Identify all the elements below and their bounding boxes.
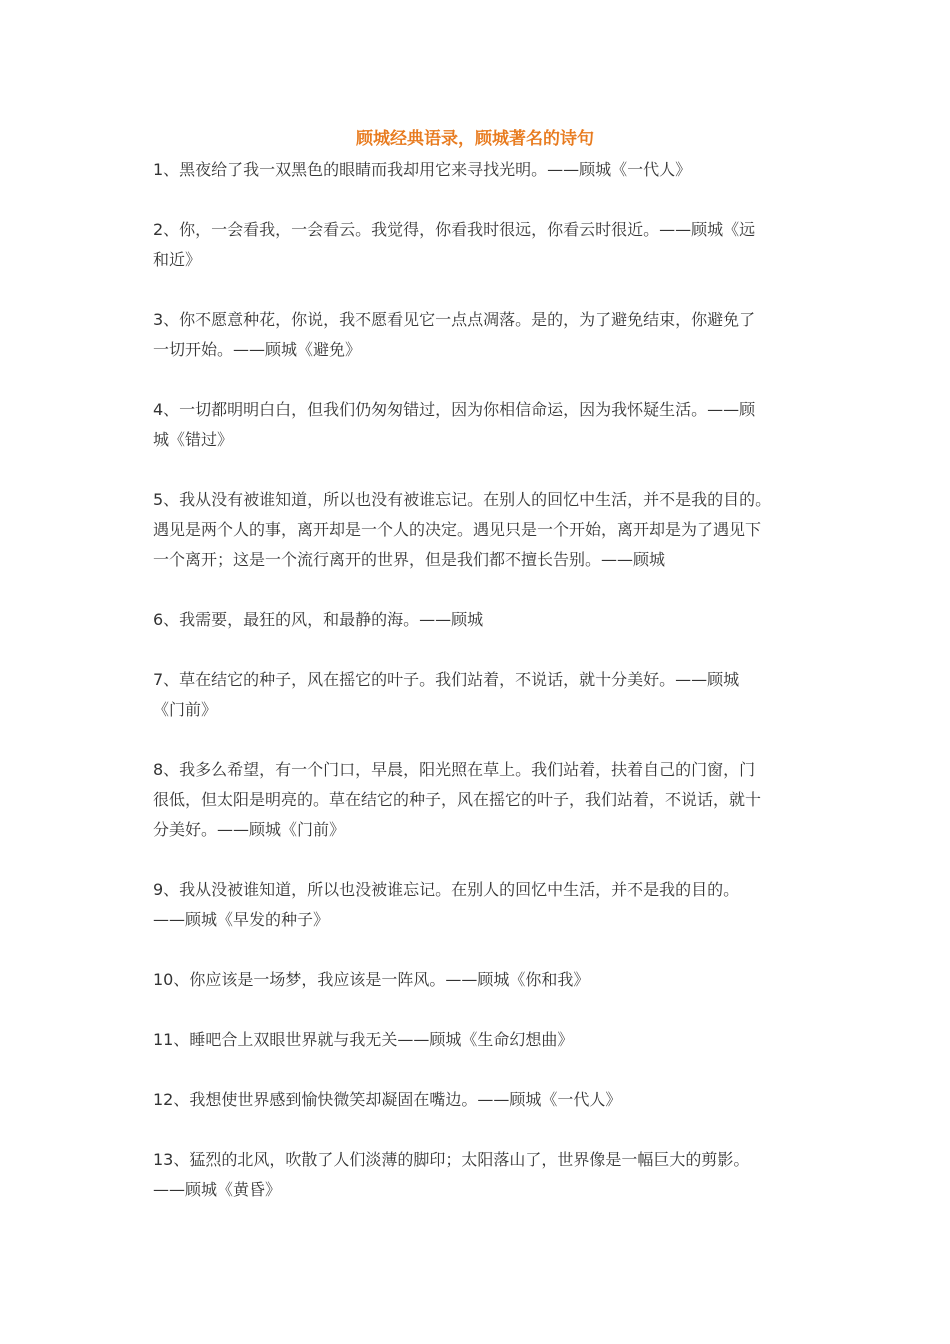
quote-item: 6、我需要，最狂的风，和最静的海。——顾城 xyxy=(153,610,484,629)
page-title: 顾城经典语录，顾城著名的诗句 xyxy=(356,129,594,149)
quote-item: 7、草在结它的种子，风在摇它的叶子。我们站着，不说话，就十分美好。——顾城 《门前》 xyxy=(153,670,740,719)
quote-item: 1、黑夜给了我一双黑色的眼睛而我却用它来寻找光明。——顾城《一代人》 xyxy=(153,160,692,179)
quote-item: 13、猛烈的北风，吹散了人们淡薄的脚印；太阳落山了，世界像是一幅巨大的剪影。 ——顾城《黄昏》 xyxy=(153,1150,750,1199)
quote-item: 3、你不愿意种花，你说，我不愿看见它一点点凋落。是的，为了避免结束，你避免了 一切开始。——顾城《避免》 xyxy=(153,310,756,359)
quote-item: 2、你，一会看我，一会看云。我觉得，你看我时很远，你看云时很近。——顾城《远 和近》 xyxy=(153,220,756,269)
quote-item: 4、一切都明明白白，但我们仍匆匆错过，因为你相信命运，因为我怀疑生活。——顾 城《错过》 xyxy=(153,400,756,449)
quote-list xyxy=(153,155,793,1235)
quote-item: 8、我多么希望，有一个门口，早晨，阳光照在草上。我们站着，扶着自己的门窗，门 很低，但太阳是明亮的。草在结它的种子，风在摇它的叶子，我们站着，不说话，就十 分美好。——顾城《门前》 xyxy=(153,760,762,839)
quote-item: 5、我从没有被谁知道，所以也没有被谁忘记。在别人的回忆中生活，并不是我的目的。 遇见是两个人的事，离开却是一个人的决定。遇见只是一个开始，离开却是为了遇见下 一个离开；这是一个流行离开的世界，但是我们都不擅长告别。——顾城 xyxy=(153,490,772,569)
quote-item: 12、我想使世界感到愉快微笑却凝固在嘴边。——顾城《一代人》 xyxy=(153,1090,622,1109)
quote-item: 11、睡吧合上双眼世界就与我无关——顾城《生命幻想曲》 xyxy=(153,1030,574,1049)
quote-item: 10、你应该是一场梦，我应该是一阵风。——顾城《你和我》 xyxy=(153,970,590,989)
quote-item: 9、我从没被谁知道，所以也没被谁忘记。在别人的回忆中生活，并不是我的目的。 ——顾城《早发的种子》 xyxy=(153,880,740,929)
